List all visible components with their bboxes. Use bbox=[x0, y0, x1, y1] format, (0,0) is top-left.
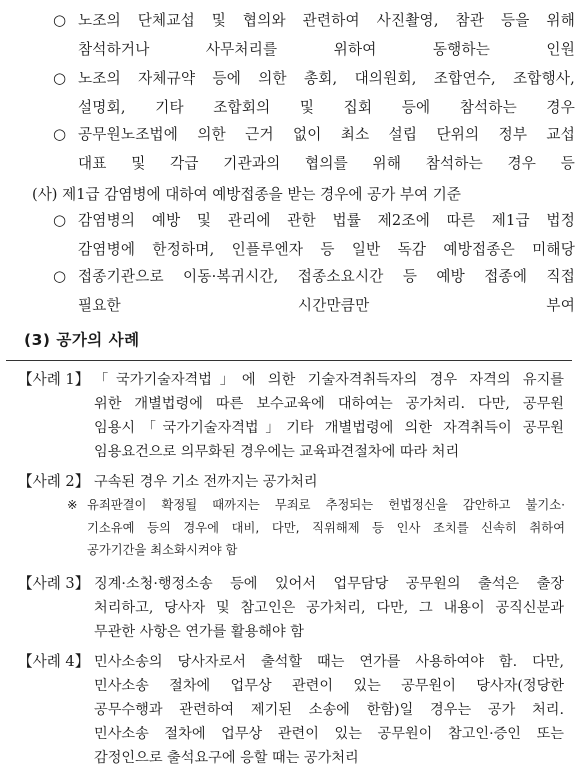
list-item-line: 접종기관으로 이동·복귀시간, 접종소요시간 등 예방 접종에 직접 bbox=[78, 268, 575, 285]
case-line: 무관한 사항은 연가를 활용해야 함 bbox=[94, 624, 304, 640]
case-line: 임용시「국가기술자격법」기타 개별법령에 의한 자격취득이 공무원 bbox=[94, 420, 564, 436]
circle-bullet-icon: ○ bbox=[53, 11, 67, 29]
case-label: 【사례 4】 bbox=[18, 653, 90, 670]
list-item-line: 필요한 시간만큼만 부여 bbox=[78, 297, 575, 314]
case-line: 민사소송의 당사자로서 출석할 때는 연가를 사용하여야 함. 다만, bbox=[94, 654, 564, 670]
case-line: 민사소송 절차에 업무상 관련이 있는 공무원이 당사자(정당한 bbox=[94, 678, 564, 694]
note-line: 공가기간을 최소화시켜야 함 bbox=[87, 543, 238, 557]
circle-bullet-icon: ○ bbox=[53, 267, 67, 285]
case-line: 구속된 경우 기소 전까지는 공가처리 bbox=[94, 474, 318, 490]
note-line: 유죄판결이 확정될 때까지는 무죄로 추정되는 헌법정신을 감안하고 불기소· bbox=[87, 498, 565, 512]
case-label: 【사례 2】 bbox=[18, 473, 90, 490]
list-item-line: 대표 및 각급 기관과의 협의를 위해 참석하는 경우 등 bbox=[78, 155, 575, 172]
case-line: 처리하고, 당사자 및 참고인은 공가처리, 다만, 그 내용이 공직신분과 bbox=[94, 600, 564, 616]
case-label: 【사례 3】 bbox=[18, 575, 90, 592]
case-line: 공무수행과 관련하여 제기된 소송에 한함)일 경우는 공가 처리. bbox=[94, 702, 564, 718]
heading-divider bbox=[6, 360, 572, 361]
list-item-line: 노조의 단체교섭 및 협의와 관련하여 사진촬영, 참관 등을 위해 bbox=[78, 12, 575, 29]
list-item-line: 노조의 자체규약 등에 의한 총회, 대의원회, 조합연수, 조합행사, bbox=[78, 70, 575, 87]
section-sa-title: (사) 제1급 감염병에 대하여 예방접종을 받는 경우에 공가 부여 기준 bbox=[32, 186, 461, 203]
list-item-line: 설명회, 기타 조합회의 및 집회 등에 참석하는 경우 bbox=[78, 99, 575, 116]
case-line: 임용요건으로 의무화된 경우에는 교육파견절차에 따라 처리 bbox=[94, 444, 460, 460]
note-line: 기소유예 등의 경우에 대비, 다만, 직위해제 등 인사 조치를 신속히 취하여 bbox=[87, 520, 565, 535]
case-line: 징계·소청·행정소송 등에 있어서 업무담당 공무원의 출석은 출장 bbox=[94, 576, 564, 592]
case-line: 민사소송 절차에 업무상 관련이 있는 공무원이 참고인·증인 또는 bbox=[94, 726, 564, 742]
section-heading: (3) 공가의 사례 bbox=[24, 331, 140, 349]
case-label: 【사례 1】 bbox=[18, 371, 90, 388]
list-item-line: 공무원노조법에 의한 근거 없이 최소 설립 단위의 정부 교섭 bbox=[78, 126, 575, 143]
reference-mark-icon: ※ bbox=[67, 497, 78, 512]
case-line: 위한 개별법령에 따른 보수교육에 대하여는 공가처리. 다만, 공무원 bbox=[94, 396, 564, 412]
case-line: 「국가기술자격법」에 의한 기술자격취득자의 경우 자격의 유지를 bbox=[94, 372, 564, 388]
list-item-line: 감염병의 예방 및 관리에 관한 법률 제2조에 따른 제1급 법정 bbox=[78, 212, 575, 229]
list-item-line: 감염병에 한정하며, 인플루엔자 등 일반 독감 예방접종은 미해당 bbox=[78, 241, 575, 258]
case-line: 감정인으로 출석요구에 응할 때는 공가처리 bbox=[94, 750, 359, 766]
circle-bullet-icon: ○ bbox=[53, 211, 67, 229]
circle-bullet-icon: ○ bbox=[53, 125, 67, 143]
list-item-line: 참석하거나 사무처리를 위하여 동행하는 인원 bbox=[78, 41, 575, 58]
circle-bullet-icon: ○ bbox=[53, 69, 67, 87]
